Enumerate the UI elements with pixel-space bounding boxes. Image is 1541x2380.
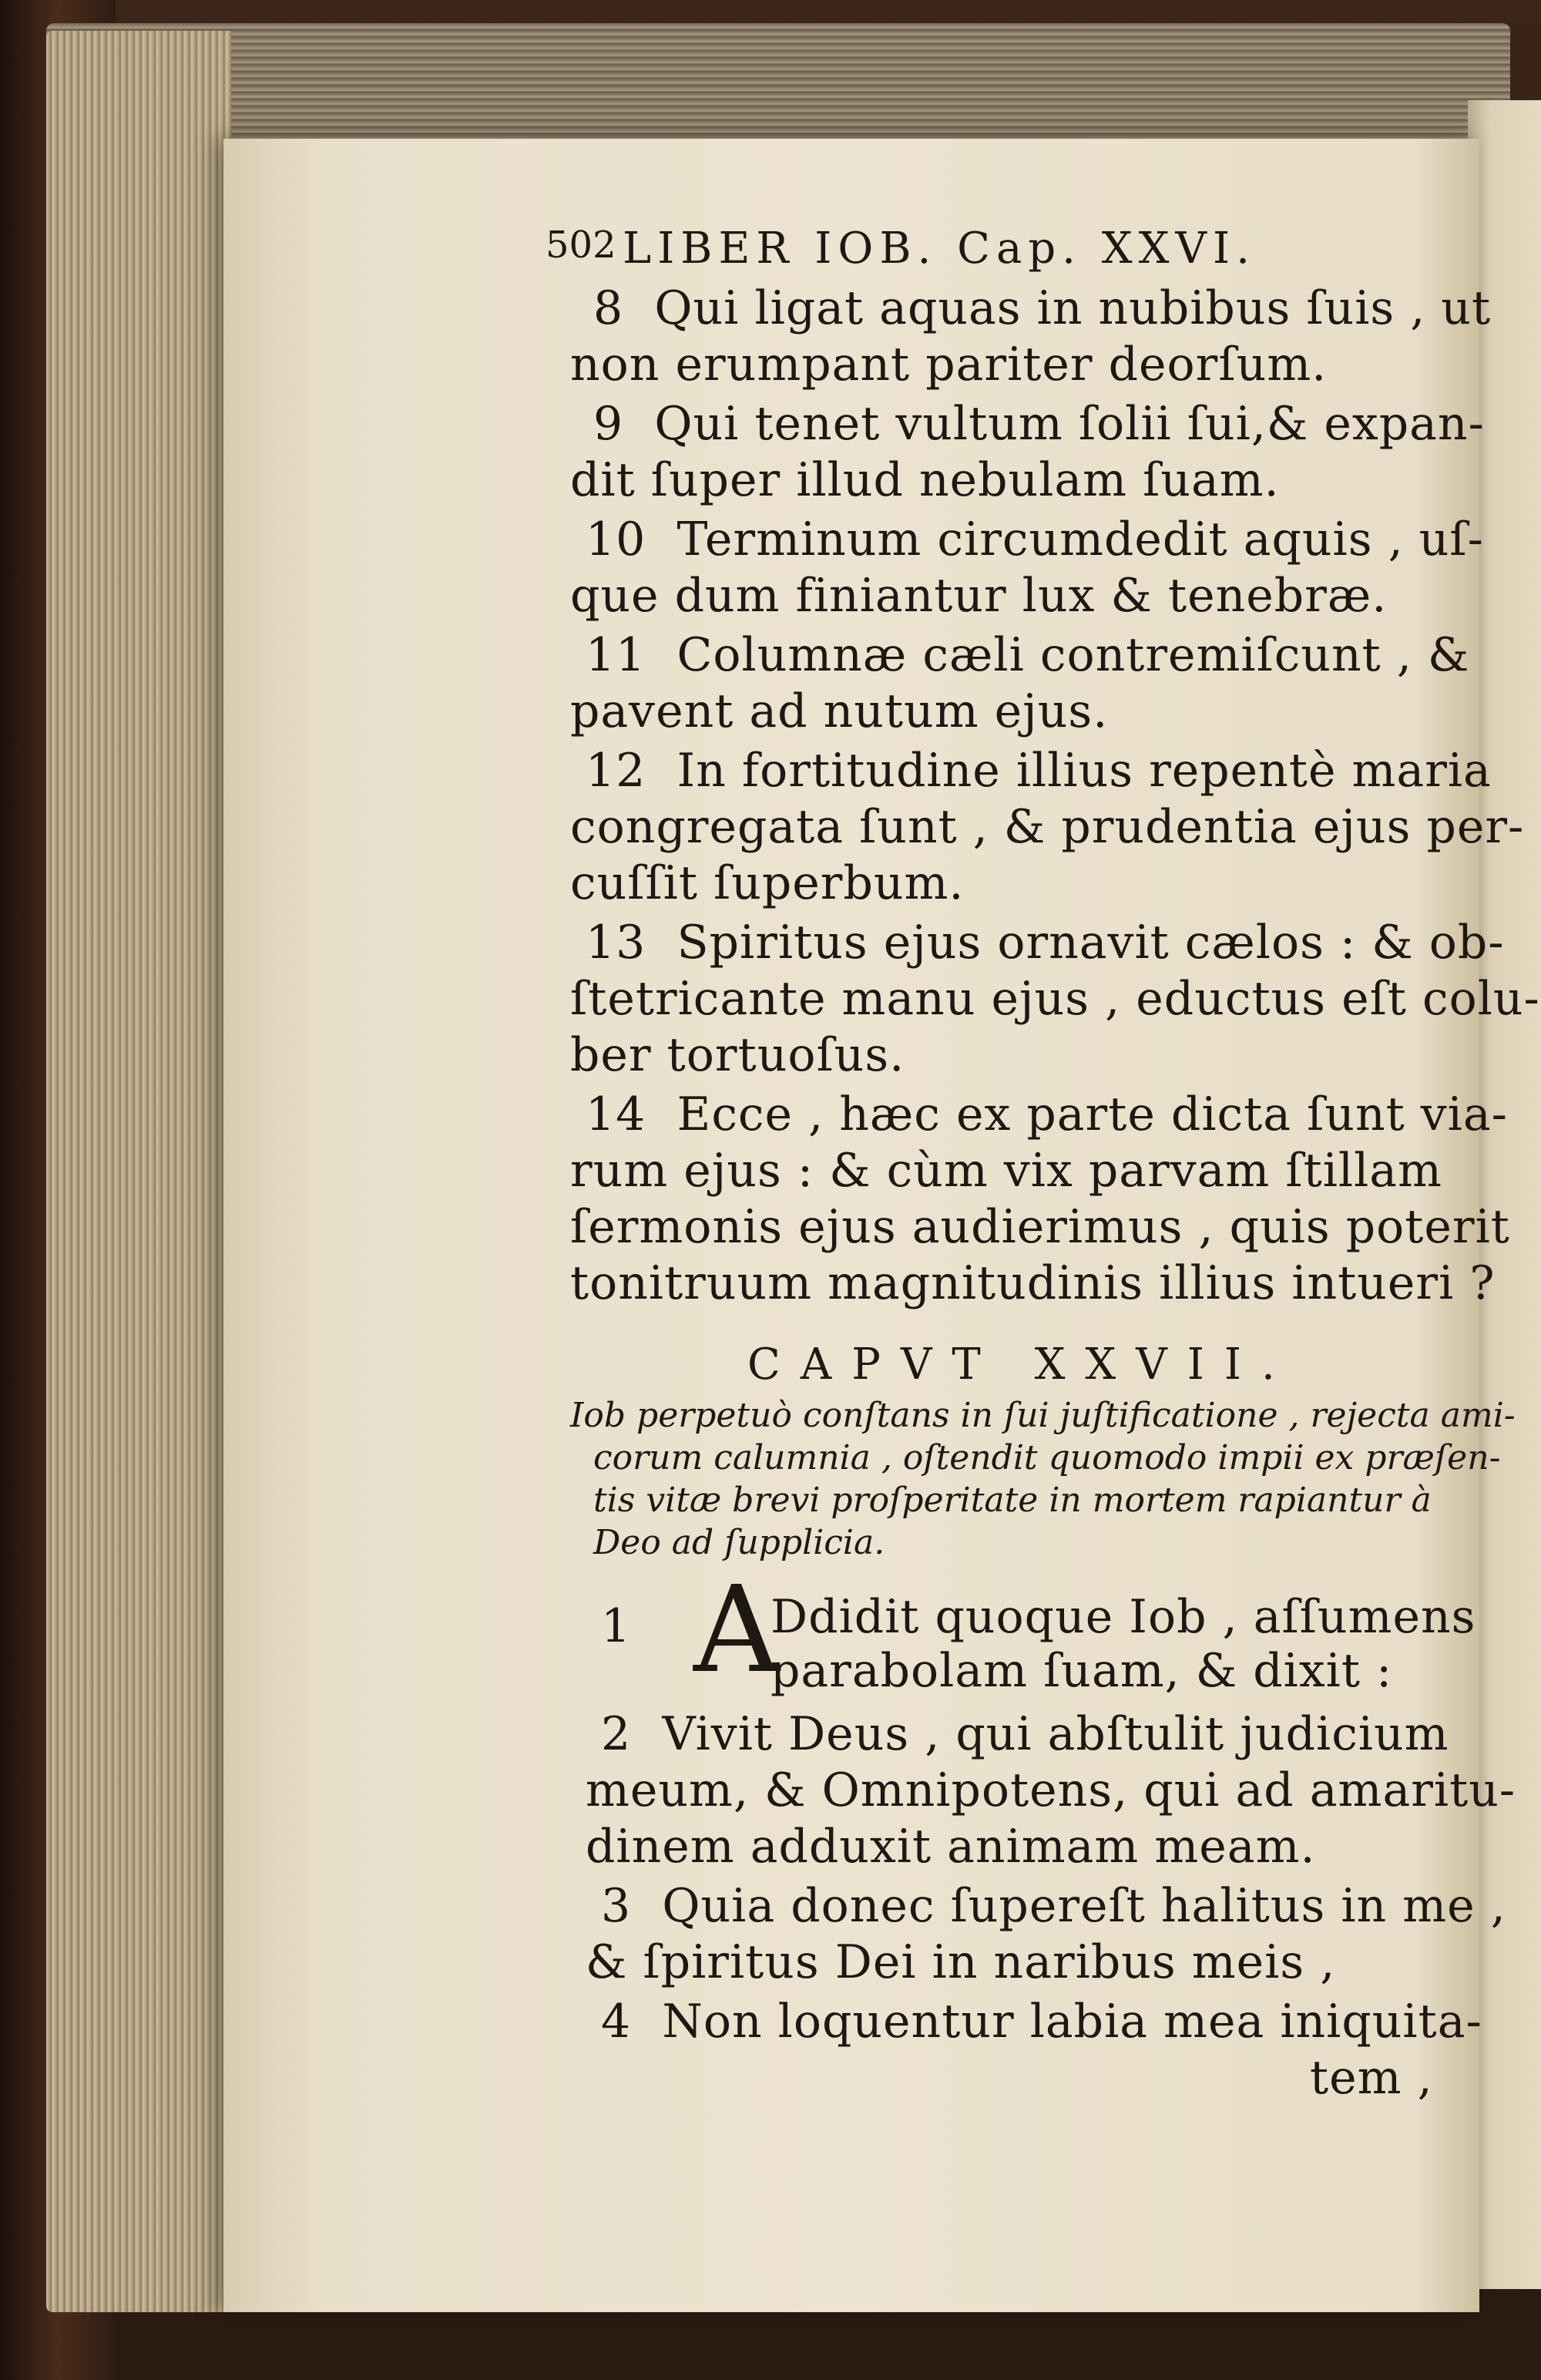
running-header (546, 224, 1416, 274)
verse-14-line-1: 14 Ecce , hæc ex parte dicta ſunt via- (586, 1087, 1508, 1141)
verse-12-line-3: cuſſit ſuperbum. (570, 856, 965, 910)
verse-2-line-3: dinem adduxit animam meam. (586, 1820, 1316, 1874)
summary-line-4: Deo ad ſupplicia. (593, 1523, 885, 1562)
catchword: tem , (1310, 2051, 1433, 2105)
verse-4-line-1: 4 Non loquentur labia mea iniquita- (601, 1995, 1482, 2049)
page-edges-left (46, 31, 231, 2312)
summary-line-2: corum calumnia , oſtendit quomodo impii ex præſen- (593, 1438, 1501, 1477)
chapter-heading: CAPVT XXVII. (747, 1340, 1295, 1390)
verse-12-line-1: 12 In fortitudine illius repentè maria (586, 744, 1492, 798)
verse-3-line-1: 3 Quia donec ſupereſt halitus in me , (601, 1879, 1506, 1933)
verse-1-number: 1 (601, 1599, 632, 1653)
summary-line-3: tis vitæ brevi proſperitate in mortem rapiantur à (593, 1481, 1432, 1520)
verse-2-line-1: 2 Vivit Deus , qui abſtulit judicium (601, 1707, 1449, 1761)
verse-8-line-1: 8 Qui ligat aquas in nubibus ſuis , ut (593, 281, 1492, 335)
drop-cap: A (693, 1560, 780, 1699)
verse-14-line-4: tonitruum magnitudinis illius intueri ? (570, 1256, 1496, 1310)
summary-line-1: Iob perpetuò conſtans in ſui juſtificatione , rejecta ami- (570, 1396, 1516, 1435)
page-number: 502 (546, 224, 616, 267)
page-edges-top (46, 23, 1510, 139)
verse-10-line-2: que dum finiantur lux & tenebræ. (570, 569, 1388, 623)
verse-1-line-1: Ddidit quoque Iob , aſſumens (770, 1590, 1476, 1644)
verse-12-line-2: congregata ſunt , & prudentia ejus per- (570, 800, 1525, 854)
verse-10-line-1: 10 Terminum circumdedit aquis , uſ- (586, 513, 1484, 566)
running-title: LIBER IOB. Cap. XXVI. (623, 224, 1256, 274)
verse-9-line-2: dit ſuper illud nebulam ſuam. (570, 453, 1280, 507)
verse-9-line-1: 9 Qui tenet vultum ſolii ſui,& expan- (593, 397, 1485, 451)
verse-8-line-2: non erumpant pariter deorſum. (570, 338, 1328, 392)
verse-14-line-2: rum ejus : & cùm vix parvam ſtillam (570, 1144, 1442, 1198)
verse-13-line-2: ſtetricante manu ejus , eductus eſt colu- (570, 972, 1540, 1026)
verse-13-line-1: 13 Spiritus ejus ornavit cælos : & ob- (586, 916, 1505, 970)
verse-13-line-3: ber tortuoſus. (570, 1028, 905, 1082)
verse-3-line-2: & ſpiritus Dei in naribus meis , (586, 1935, 1336, 1989)
verse-2-line-2: meum, & Omnipotens, qui ad amaritu- (586, 1763, 1516, 1817)
verse-11-line-1: 11 Columnæ cæli contremiſcunt , & (586, 628, 1470, 682)
verse-14-line-3: ſermonis ejus audierimus , quis poterit (570, 1200, 1510, 1254)
verse-1-line-2: parabolam ſuam, & dixit : (770, 1644, 1393, 1698)
verse-11-line-2: pavent ad nutum ejus. (570, 684, 1109, 738)
